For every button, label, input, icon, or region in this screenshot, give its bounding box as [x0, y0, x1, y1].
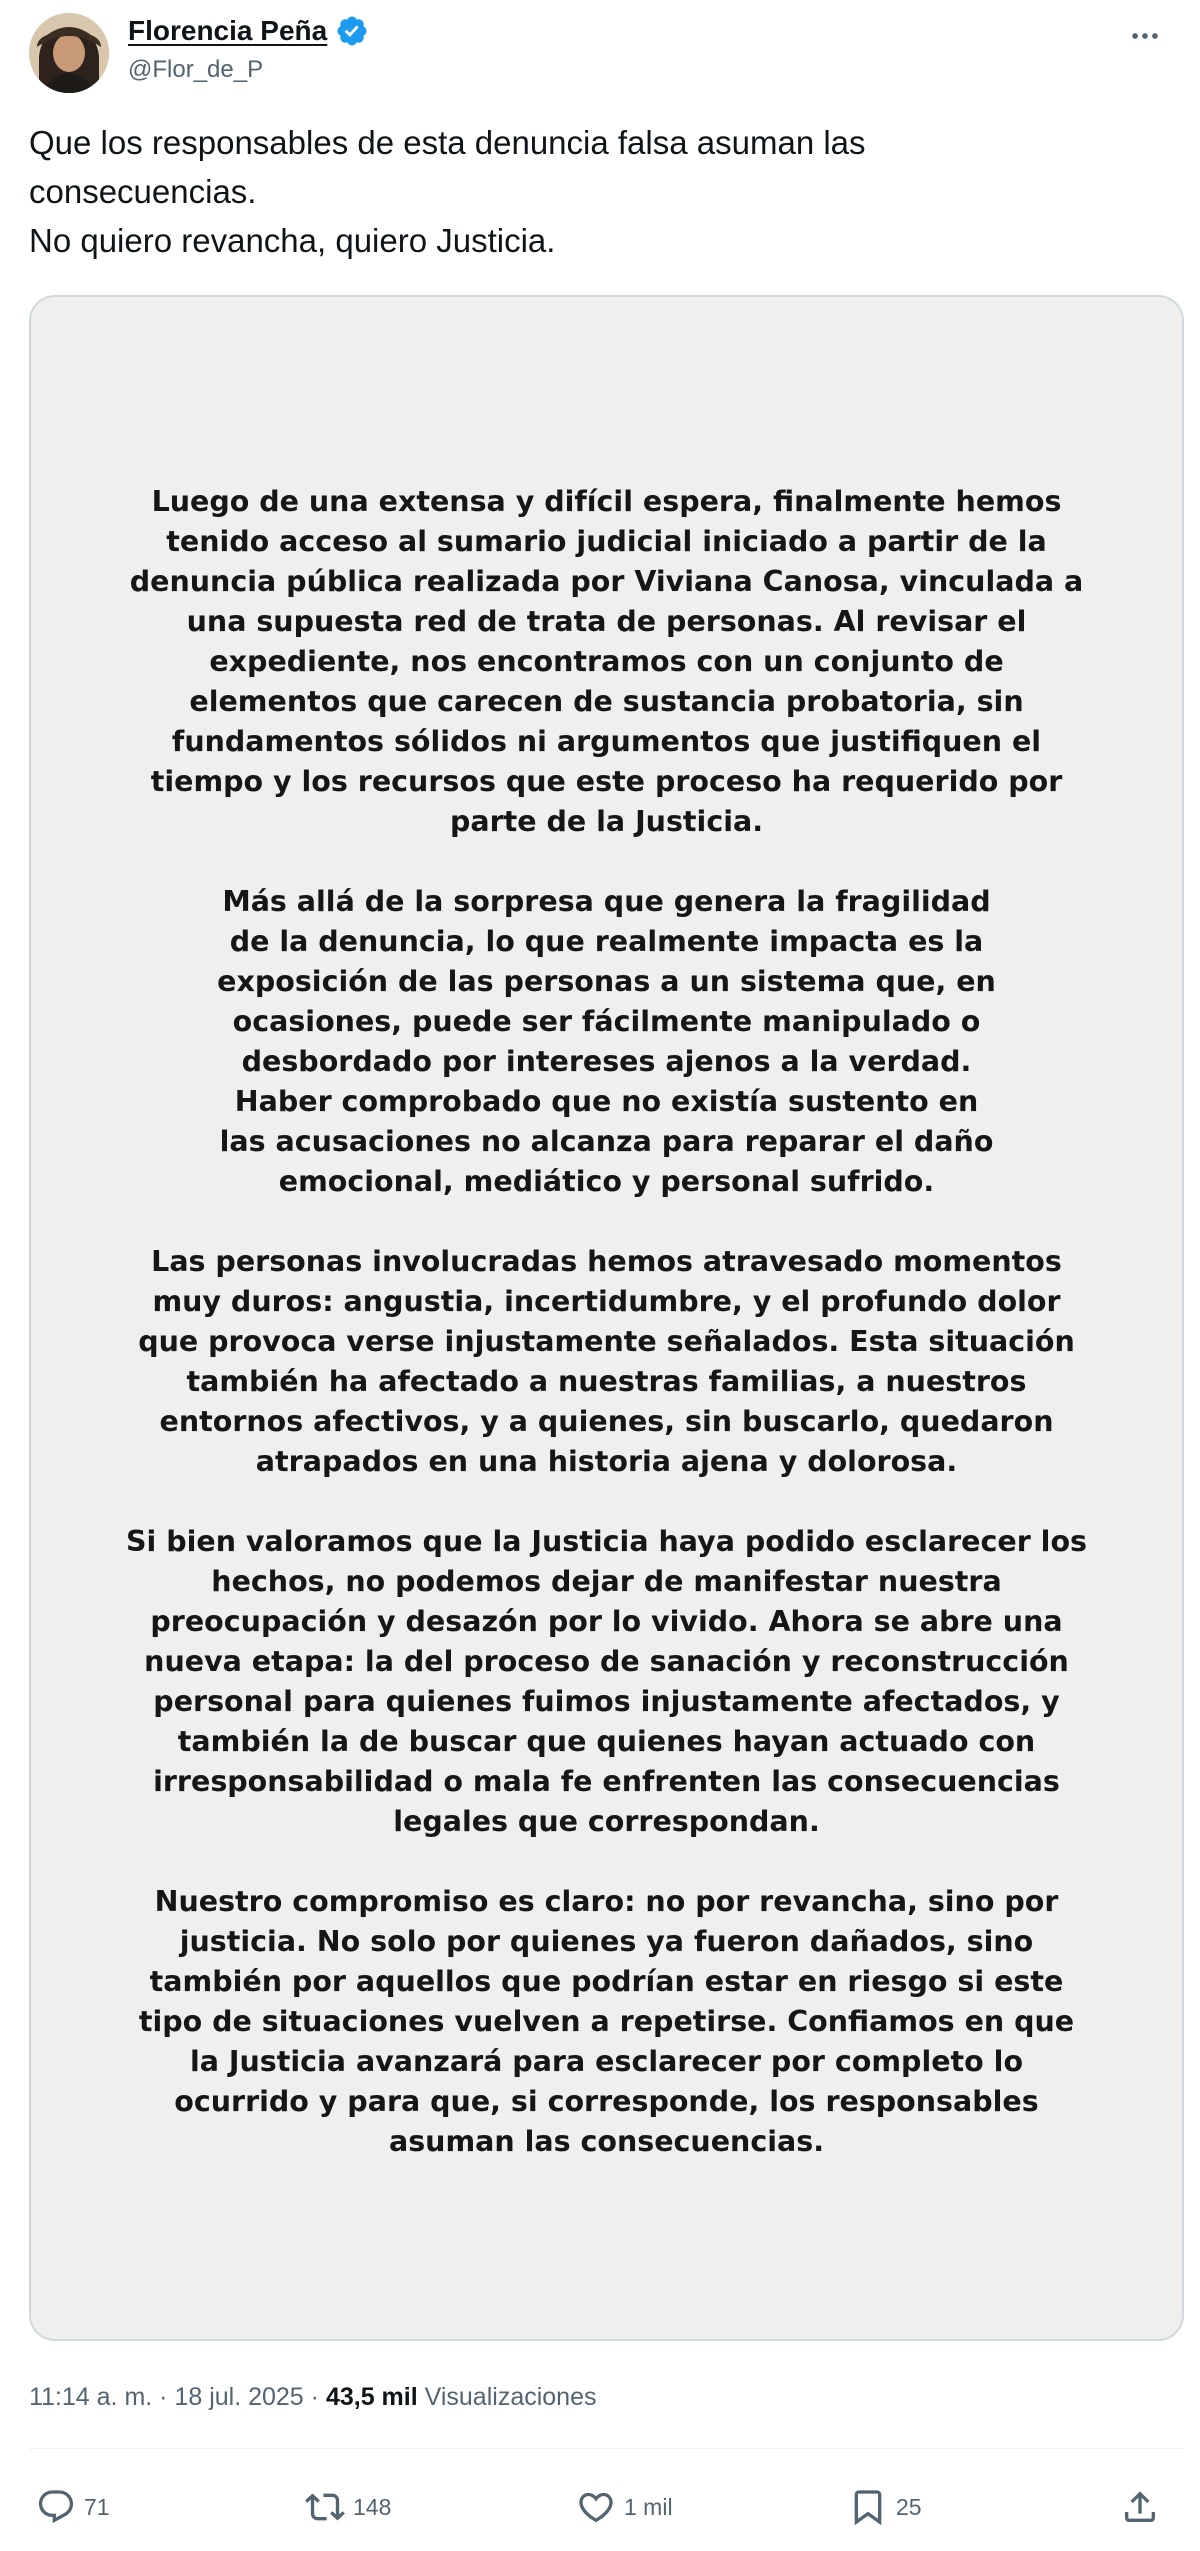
statement-line: irresponsabilidad o mala fe enfrenten las consecuencias — [153, 1765, 1060, 1798]
heart-icon — [576, 2487, 616, 2527]
statement-line: las acusaciones no alcanza para reparar el daño — [219, 1125, 994, 1158]
statement-line: Las personas involucradas hemos atravesado momentos — [151, 1245, 1062, 1278]
statement-paragraph — [31, 482, 1182, 842]
statement-line: atrapados en una historia ajena y dolorosa. — [255, 1445, 958, 1478]
action-bar — [0, 2474, 1200, 2540]
statement-line: tipo de situaciones vuelven a repetirse. Confiamos en que — [138, 2005, 1075, 2038]
statement-line: denuncia pública realizada por Viviana Canosa, vinculada a — [129, 565, 1084, 598]
statement-line: Haber comprobado que no existía sustento en — [234, 1085, 979, 1118]
statement-line: entornos afectivos, y a quienes, sin buscarlo, quedaron — [159, 1405, 1054, 1438]
statement-line: elementos que carecen de sustancia probatoria, sin — [189, 685, 1024, 718]
tweet-time[interactable]: 11:14 a. m. — [29, 2383, 153, 2411]
repost-icon — [305, 2487, 345, 2527]
avatar-photo — [29, 13, 109, 93]
statement-line: tenido acceso al sumario judicial iniciado a partir de la — [166, 525, 1047, 558]
meta-separator: · — [303, 2383, 326, 2411]
statement-line: también la de buscar que quienes hayan actuado con — [177, 1725, 1036, 1758]
statement-paragraph — [31, 882, 1182, 1202]
statement-paragraph — [31, 1882, 1182, 2162]
tweet-text — [29, 118, 1149, 265]
statement-line: también por aquellos que podrían estar en riesgo si este — [149, 1965, 1064, 1998]
tweet-meta — [29, 2383, 597, 2412]
divider — [29, 2448, 1184, 2449]
statement-line: tiempo y los recursos que este proceso ha requerido por — [150, 765, 1063, 798]
views-label: Visualizaciones — [424, 2383, 597, 2411]
statement-line: desbordado por intereses ajenos a la verdad. — [241, 1045, 972, 1078]
repost-count: 148 — [353, 2493, 392, 2520]
statement-line: muy duros: angustia, incertidumbre, y el profundo dolor — [152, 1285, 1061, 1318]
statement-line: Luego de una extensa y difícil espera, finalmente hemos — [151, 485, 1062, 518]
bookmark-icon — [848, 2487, 888, 2527]
statement-line: ocasiones, puede ser fácilmente manipulado o — [232, 1005, 981, 1038]
tweet-text-line: No quiero revancha, quiero Justicia. — [29, 222, 556, 259]
author-handle[interactable]: @Flor_de_P — [128, 56, 264, 83]
repost-button[interactable] — [305, 2474, 391, 2540]
reply-button[interactable] — [36, 2474, 110, 2540]
reply-icon — [36, 2487, 76, 2527]
more-icon — [1128, 19, 1162, 53]
statement-line: emocional, mediático y personal sufrido. — [278, 1165, 935, 1198]
reply-count: 71 — [84, 2493, 110, 2520]
statement-line: preocupación y desazón por lo vivido. Ahora se abre una — [150, 1605, 1063, 1638]
statement-line: fundamentos sólidos ni argumentos que justifiquen el — [171, 725, 1042, 758]
author-display-name[interactable]: Florencia Peña — [128, 15, 328, 46]
statement-line: una supuesta red de trata de personas. Al revisar el — [186, 605, 1027, 638]
tweet-text-line: Que los responsables de esta denuncia falsa asuman las — [29, 124, 866, 161]
statement-line: legales que correspondan. — [393, 1805, 820, 1838]
statement-line: expediente, nos encontramos con un conjunto de — [209, 645, 1004, 678]
statement-line: la Justicia avanzará para esclarecer por completo lo — [189, 2045, 1024, 2078]
tweet-text-line: consecuencias. — [29, 173, 257, 210]
statement-line: exposición de las personas a un sistema que, en — [217, 965, 996, 998]
author-name-row — [128, 12, 369, 50]
statement-line: ocurrido y para que, si corresponde, los responsables — [174, 2085, 1039, 2118]
statement-line: parte de la Justicia. — [449, 805, 764, 838]
verified-badge-icon[interactable] — [335, 14, 369, 48]
statement-line: Nuestro compromiso es claro: no por revancha, sino por — [154, 1885, 1059, 1918]
share-icon — [1120, 2487, 1160, 2527]
statement-paragraph — [31, 1522, 1182, 1842]
statement-text — [31, 482, 1182, 2202]
statement-line: hechos, no podemos dejar de manifestar nuestra — [211, 1565, 1002, 1598]
statement-line: Si bien valoramos que la Justicia haya podido esclarecer los — [126, 1525, 1087, 1558]
statement-line: nueva etapa: la del proceso de sanación y reconstrucción — [144, 1645, 1069, 1678]
views-count: 43,5 mil — [325, 2383, 418, 2411]
statement-line: también ha afectado a nuestras familias, a nuestros — [186, 1365, 1027, 1398]
statement-paragraph — [31, 1242, 1182, 1482]
avatar[interactable] — [29, 13, 109, 93]
statement-line: Más allá de la sorpresa que genera la fragilidad — [222, 885, 991, 918]
more-options-button[interactable] — [1118, 16, 1172, 56]
statement-line: que provoca verse injustamente señalados. Esta situación — [138, 1325, 1075, 1358]
like-count: 1 mil — [624, 2493, 673, 2520]
meta-separator: · — [152, 2383, 175, 2411]
share-button[interactable] — [1120, 2474, 1160, 2540]
statement-line: de la denuncia, lo que realmente impacta es la — [229, 925, 984, 958]
like-button[interactable] — [576, 2474, 673, 2540]
statement-line: justicia. No solo por quienes ya fueron dañados, sino — [179, 1925, 1034, 1958]
bookmark-button[interactable] — [848, 2474, 922, 2540]
statement-line: personal para quienes fuimos injustamente afectados, y — [153, 1685, 1060, 1718]
statement-line: asuman las consecuencias. — [388, 2125, 825, 2158]
bookmark-count: 25 — [896, 2493, 922, 2520]
statement-image[interactable] — [29, 295, 1184, 2341]
tweet-date[interactable]: 18 jul. 2025 — [174, 2383, 304, 2411]
